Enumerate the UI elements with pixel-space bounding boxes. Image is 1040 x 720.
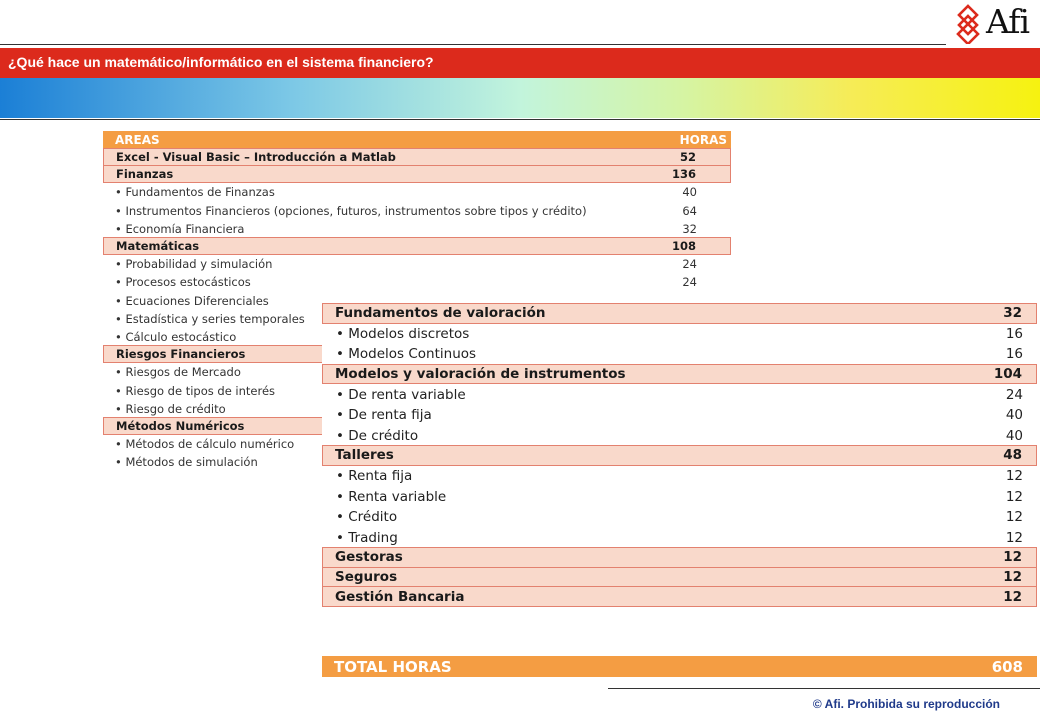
row-hours: 104 [993,366,1022,383]
total-hours-label: TOTAL HORAS [334,657,452,676]
row-hours: 48 [1003,447,1022,464]
row-label: Métodos Numéricos [116,418,245,433]
row-label: Excel - Visual Basic – Introducción a Matlab [116,150,396,165]
footer-divider [608,688,1040,689]
course-table-overlay [322,304,1037,607]
category-row [322,567,1037,588]
row-hours: 12 [1003,588,1022,605]
row-label: • Riesgos de Mercado [115,365,241,380]
row-hours: 24 [1005,386,1023,403]
page-title: ¿Qué hace un matemático/informático en el sistema financiero? [8,54,434,70]
table-row [322,466,1037,487]
row-label: Gestión Bancaria [335,588,465,605]
row-label: Seguros [335,569,398,586]
row-hours: 12 [1005,488,1023,505]
row-hours: 40 [1005,407,1023,424]
row-hours: 24 [682,275,697,290]
copyright-footer: © Afi. Prohibida su reproducción [812,697,1000,711]
row-hours: 108 [671,239,696,254]
table-row [322,344,1037,365]
table-header [103,131,731,149]
category-row [103,165,731,183]
row-hours: 24 [682,257,697,272]
row-hours: 12 [1005,529,1023,546]
banner-divider [0,119,1040,120]
row-hours: 12 [1003,569,1022,586]
row-hours: 52 [679,150,696,165]
row-label: • Probabilidad y simulación [115,257,273,272]
row-label: • Instrumentos Financieros (opciones, futuros, instrumentos sobre tipos y crédito) [115,203,587,218]
row-label: • Ecuaciones Diferenciales [115,293,269,308]
row-hours: 64 [682,203,697,218]
row-hours: 12 [1005,468,1023,485]
row-hours: 16 [1005,325,1023,342]
row-label: • De renta variable [336,386,466,403]
row-hours: 12 [1003,549,1022,566]
areas-column-header: AREAS [115,133,160,147]
total-hours-value: 608 [991,657,1023,676]
category-row [322,364,1037,385]
row-label: • Trading [336,529,398,546]
table-row [322,528,1037,549]
table-row [322,426,1037,447]
logo-text: Afi [986,2,1030,41]
row-label: • Crédito [336,509,398,526]
row-label: • De crédito [336,427,419,444]
row-label: • Cálculo estocástico [115,329,237,344]
table-row [322,507,1037,528]
row-label: Modelos y valoración de instrumentos [335,366,626,383]
row-label: Finanzas [116,167,174,182]
category-row [103,148,731,166]
hours-column-header: HORAS [679,133,727,147]
row-label: • Modelos Continuos [336,346,477,363]
row-label: • Modelos discretos [336,325,470,342]
category-row [103,237,731,255]
row-hours: 12 [1005,509,1023,526]
table-row [322,324,1037,345]
category-row [322,445,1037,466]
row-label: Matemáticas [116,239,200,254]
category-row [322,303,1037,324]
row-hours: 40 [1005,427,1023,444]
row-hours: 16 [1005,346,1023,363]
table-row [103,202,731,220]
row-label: • Fundamentos de Finanzas [115,185,275,200]
row-label: Riesgos Financieros [116,347,246,362]
row-hours: 136 [671,167,696,182]
row-hours: 32 [682,221,697,236]
row-label: • Renta fija [336,468,413,485]
row-label: • Estadística y series temporales [115,311,305,326]
course-table-body [322,303,1037,607]
top-divider [0,44,946,45]
total-hours-row [322,656,1037,677]
row-label: Gestoras [335,549,403,566]
table-row [103,273,731,291]
row-label: • Economía Financiera [115,221,245,236]
gradient-banner [0,78,1040,118]
table-row [322,486,1037,507]
table-row [103,220,731,238]
row-label: Fundamentos de valoración [335,305,546,322]
table-row [322,384,1037,405]
row-label: Talleres [335,447,394,464]
category-row [322,547,1037,568]
table-row [103,183,731,201]
row-label: • Métodos de cálculo numérico [115,437,295,452]
row-label: • De renta fija [336,407,432,424]
title-bar [0,48,1040,78]
row-label: • Métodos de simulación [115,455,258,470]
table-row [103,255,731,273]
row-label: • Riesgo de tipos de interés [115,383,276,398]
category-row [322,586,1037,607]
row-label: • Procesos estocásticos [115,275,251,290]
row-label: • Riesgo de crédito [115,401,226,416]
row-hours: 32 [1003,305,1022,322]
row-label: • Renta variable [336,488,447,505]
table-row [322,405,1037,426]
row-hours: 40 [682,185,697,200]
